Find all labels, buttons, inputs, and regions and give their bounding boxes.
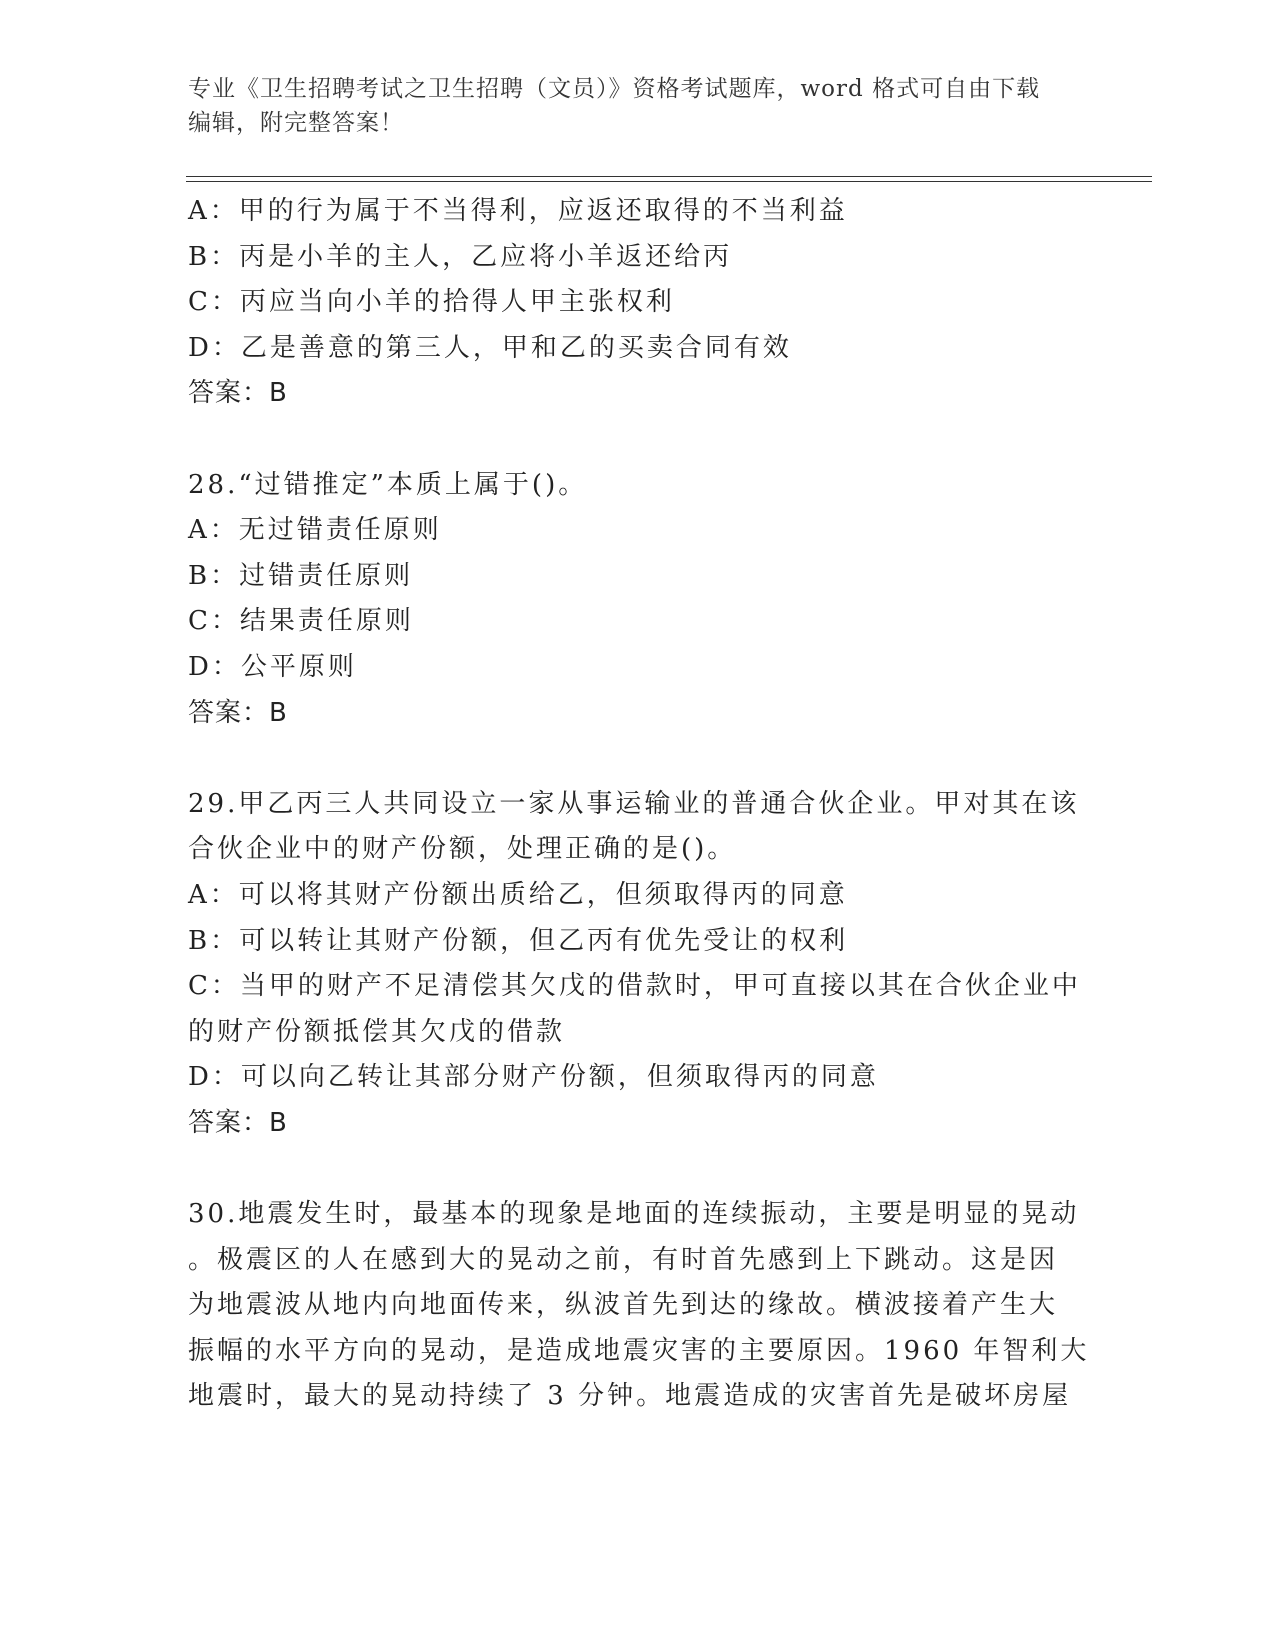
header-line: 专业《卫生招聘考试之卫生招聘（文员）》资格考试题库，word 格式可自由下载 — [188, 76, 1041, 102]
answer: 答案：B — [188, 1107, 288, 1138]
question-text: 。极震区的人在感到大的晃动之前，有时首先感到上下跳动。这是因 — [188, 1244, 1059, 1275]
option-b: B：过错责任原则 — [188, 560, 414, 591]
question-29 — [188, 782, 1088, 1147]
option-b: B：丙是小羊的主人，乙应将小羊返还给丙 — [188, 241, 733, 272]
option-a: A：可以将其财产份额出质给乙，但须取得丙的同意 — [188, 879, 848, 910]
option-c-continued: 的财产份额抵偿其欠戊的借款 — [188, 1016, 566, 1047]
header-line: 编辑，附完整答案！ — [188, 110, 404, 136]
question-text: 为地震波从地内向地面传来，纵波首先到达的缘故。横波接着产生大 — [188, 1290, 1059, 1321]
option-c: C：结果责任原则 — [188, 606, 414, 637]
answer: 答案：B — [188, 697, 288, 728]
option-a: A：无过错责任原则 — [188, 515, 442, 546]
question-text: 振幅的水平方向的晃动，是造成地震灾害的主要原因。1960 年智利大 — [188, 1335, 1090, 1366]
question-content — [188, 189, 1088, 1420]
question-30 — [188, 1192, 1088, 1420]
question-text: 30.地震发生时，最基本的现象是地面的连续振动，主要是明显的晃动 — [188, 1199, 1080, 1230]
question-text: 合伙企业中的财产份额，处理正确的是()。 — [188, 834, 737, 865]
document-header — [188, 72, 1068, 140]
header-divider — [186, 176, 1152, 177]
question-text: 29.甲乙丙三人共同设立一家从事运输业的普通合伙企业。甲对其在该 — [188, 788, 1080, 819]
option-d: D：公平原则 — [188, 651, 357, 682]
option-a: A：甲的行为属于不当得利，应返还取得的不当利益 — [188, 196, 848, 226]
question-text: 地震时，最大的晃动持续了 3 分钟。地震造成的灾害首先是破坏房屋 — [188, 1381, 1072, 1412]
option-c: C：丙应当向小羊的拾得人甲主张权利 — [188, 287, 675, 318]
question-28 — [188, 463, 1088, 737]
option-d: D：可以向乙转让其部分财产份额，但须取得丙的同意 — [188, 1062, 879, 1093]
header-divider — [186, 181, 1152, 182]
option-b: B：可以转让其财产份额，但乙丙有优先受让的权利 — [188, 925, 849, 956]
answer: 答案：B — [188, 378, 288, 409]
option-c: C：当甲的财产不足清偿其欠戊的借款时，甲可直接以其在合伙企业中 — [188, 971, 1081, 1002]
question-text: 28.“过错推定”本质上属于()。 — [188, 469, 588, 500]
question-27 — [188, 189, 1088, 417]
option-d: D：乙是善意的第三人，甲和乙的买卖合同有效 — [188, 332, 792, 363]
